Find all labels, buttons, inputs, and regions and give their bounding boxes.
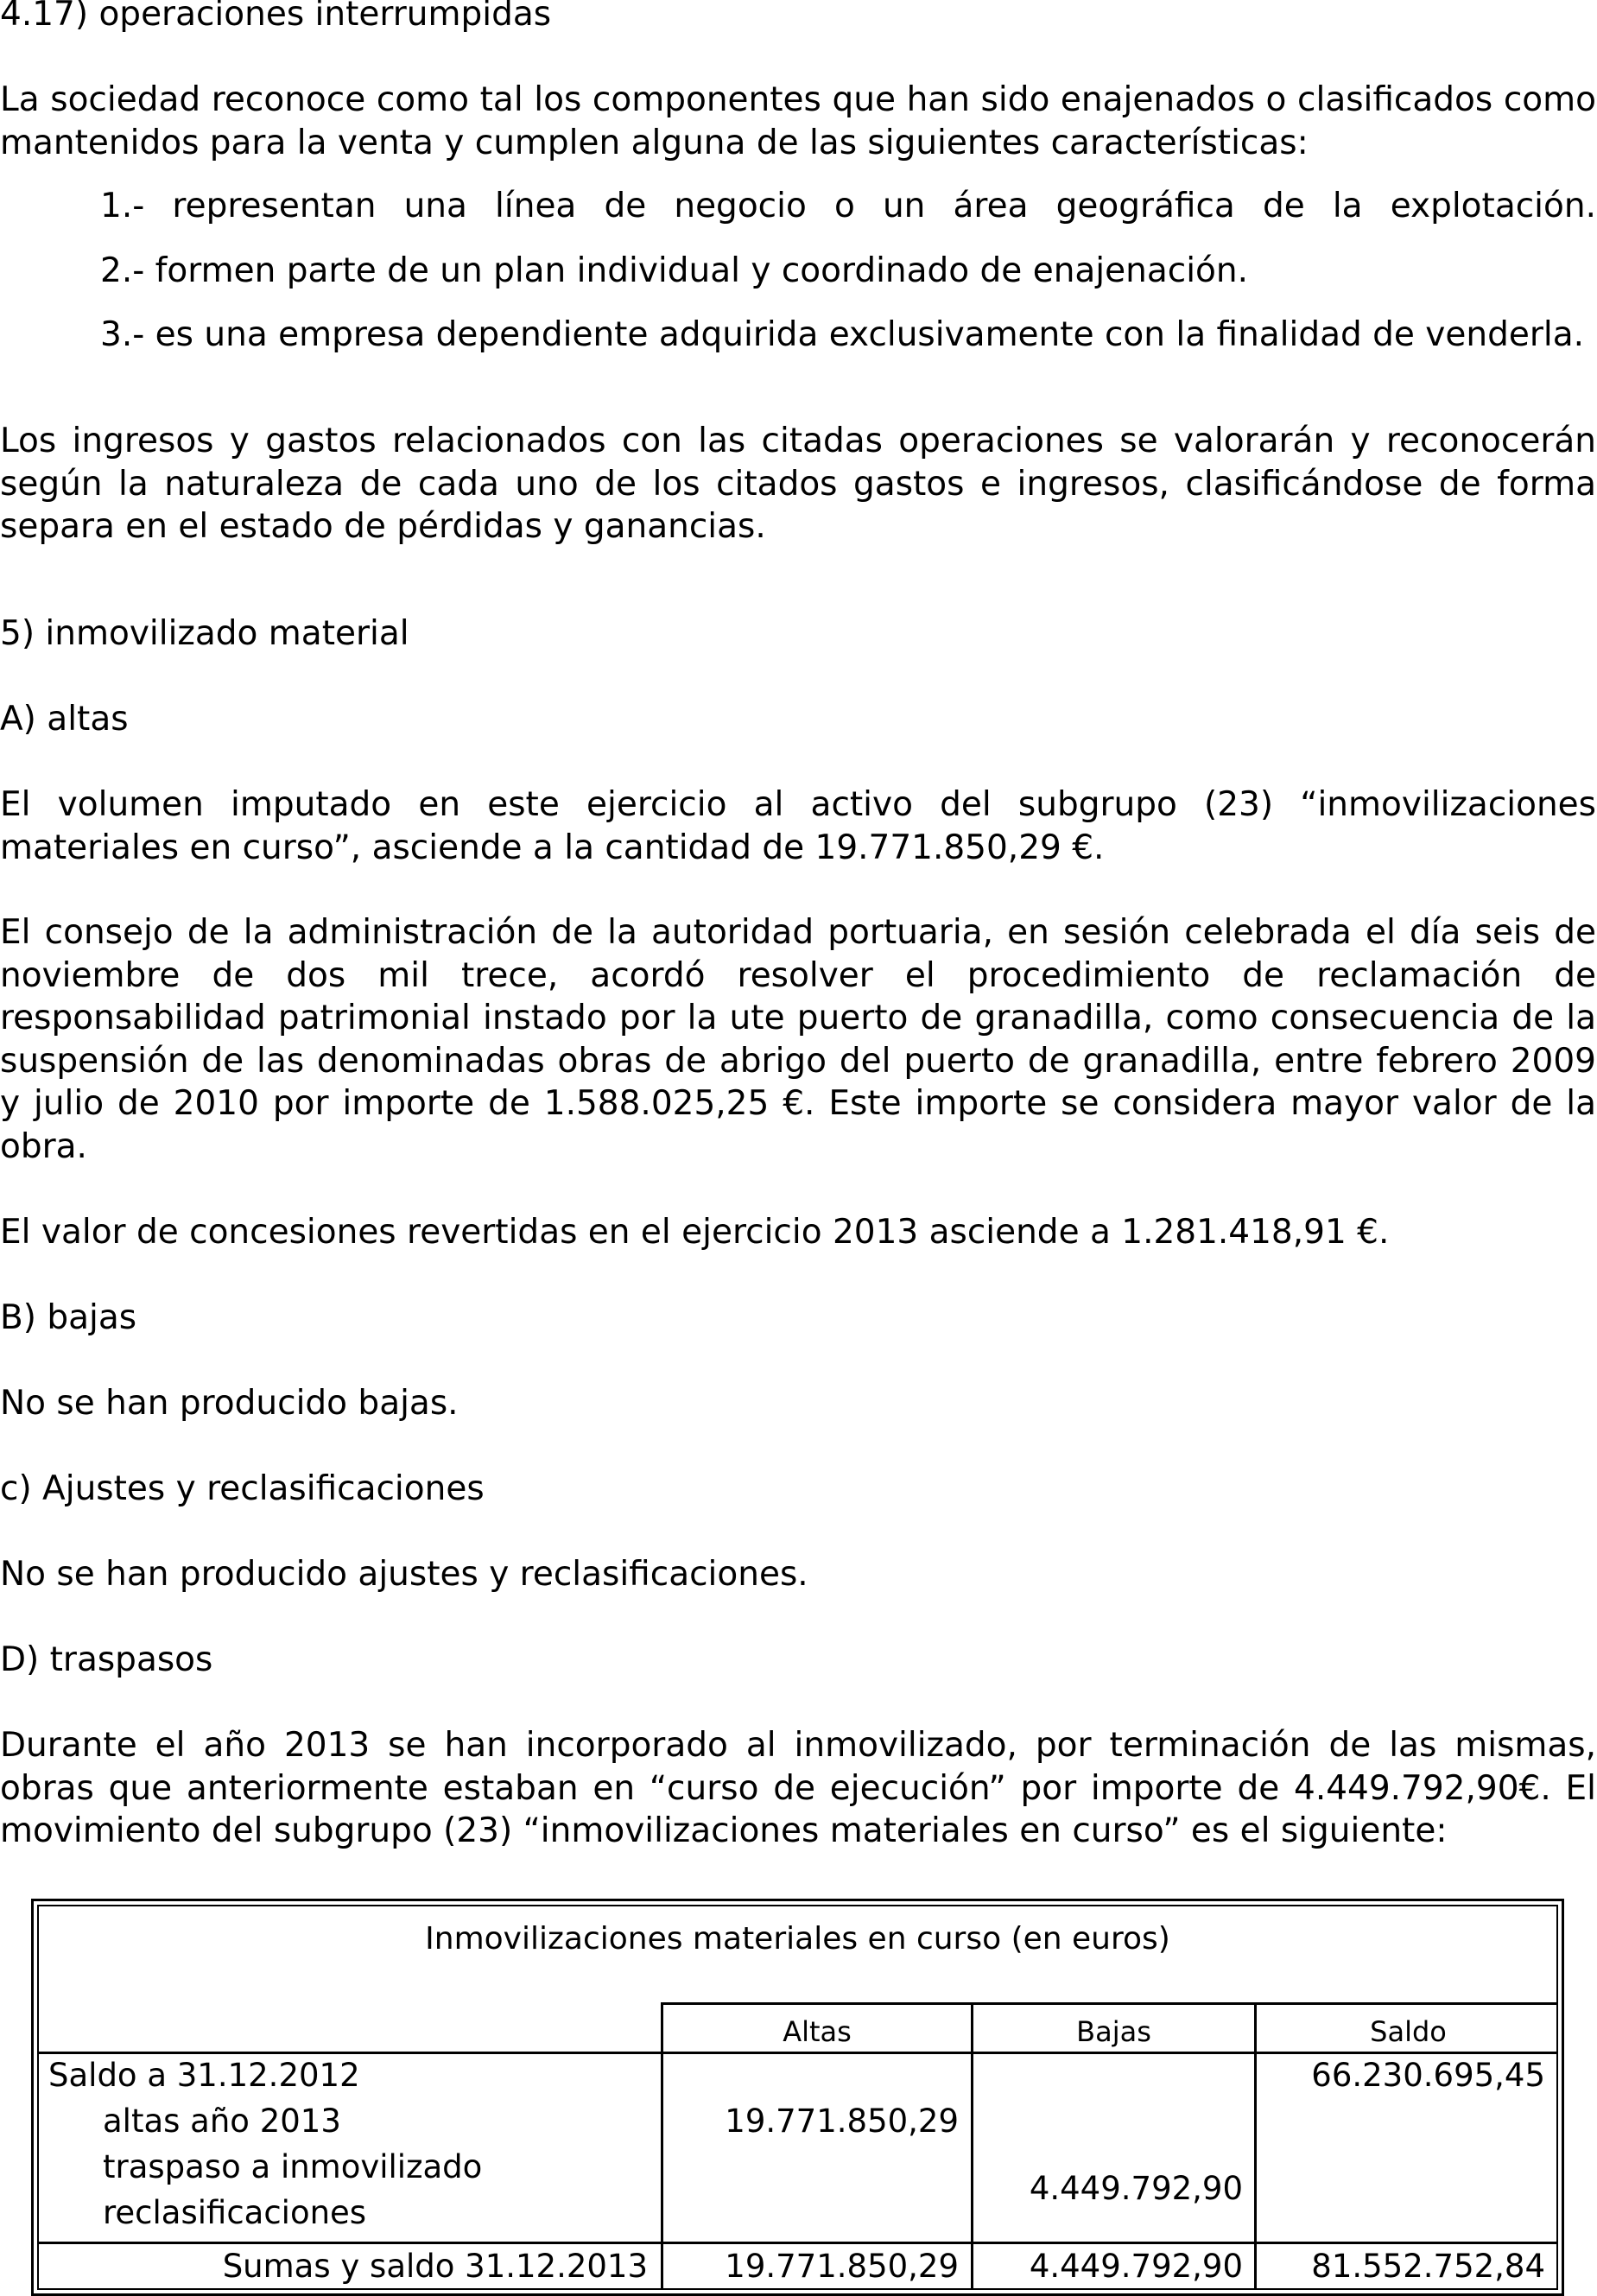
list-item-2: 2.- formen parte de un plan individual y coordinado de enajenación. <box>100 251 1249 290</box>
list-item-3: 3.- es una empresa dependiente adquirida exclusivamente con la finalidad de venderla. <box>100 315 1585 354</box>
cell-saldo-2012: 66.230.695,45 <box>1311 2057 1545 2094</box>
header-bottom-line <box>39 2052 1556 2054</box>
totals-label: Sumas y saldo 31.12.2013 <box>222 2248 648 2285</box>
row-label-traspaso: traspaso a inmovilizado <box>103 2148 483 2185</box>
subheading-traspasos: D) traspasos <box>0 1640 213 1679</box>
inmovilizaciones-table <box>31 1899 1564 2296</box>
bajas-text: No se han producido bajas. <box>0 1384 459 1423</box>
header-top-line <box>661 2002 1556 2005</box>
altas-paragraph-1: El volumen imputado en este ejercicio al activo del subgrupo (23) “inmovilizaciones materiales en curso”, asciende a la cantidad de 19.771.850,29 €. <box>0 785 1596 867</box>
table-title: Inmovilizaciones materiales en curso (en euros) <box>425 1921 1170 1957</box>
totals-altas: 19.771.850,29 <box>725 2248 959 2285</box>
row-label-altas-2013: altas año 2013 <box>103 2103 341 2140</box>
totals-top-line <box>39 2242 1556 2244</box>
cell-traspaso-bajas: 4.449.792,90 <box>1029 2170 1243 2207</box>
altas-paragraph-2: El consejo de la administración de la autoridad portuaria, en sesión celebrada el día seis de noviembre de dos mil trece, acordó resolver el procedimiento de reclamación de responsabilidad patrimonial instado por la ute puerto de granadilla, como consecuencia de la suspensión de las denominadas obras de abrigo del puerto de granadilla, entre febrero 2009 y julio de 2010 por importe de 1.588.025,25 €. Este importe se considera mayor valor de la obra. <box>0 913 1596 1166</box>
intro-paragraph: La sociedad reconoce como tal los componentes que han sido enajenados o clasificados como mantenidos para la venta y cumplen alguna de las siguientes características: <box>0 80 1596 162</box>
totals-bajas: 4.449.792,90 <box>1029 2248 1243 2285</box>
subheading-bajas: B) bajas <box>0 1298 137 1337</box>
list-item-1: 1.- representan una línea de negocio o un área geográfica de la explotación. <box>100 187 1596 225</box>
section-heading-operaciones-interrumpidas: 4.17) operaciones interrumpidas <box>0 0 552 34</box>
altas-paragraph-3: El valor de concesiones revertidas en el ejercicio 2013 asciende a 1.281.418,91 €. <box>0 1213 1390 1252</box>
column-header-altas: Altas <box>783 2015 852 2048</box>
closing-paragraph: Los ingresos y gastos relacionados con las citadas operaciones se valorarán y reconocerán según la naturaleza de cada uno de los citados gastos e ingresos, clasificándose de forma separa en el estado de pérdidas y ganancias. <box>0 422 1596 546</box>
subheading-ajustes: c) Ajustes y reclasificaciones <box>0 1469 485 1508</box>
table-inner-border <box>37 1905 1558 2290</box>
ajustes-text: No se han producido ajustes y reclasificaciones. <box>0 1555 808 1594</box>
traspasos-paragraph: Durante el año 2013 se han incorporado al inmovilizado, por terminación de las mismas, obras que anteriormente estaban en “curso de ejecución” por importe de 4.449.792,90€. El movimiento del subgrupo (23) “inmovilizaciones materiales en curso” es el siguiente: <box>0 1726 1596 1850</box>
row-label-saldo-2012: Saldo a 31.12.2012 <box>48 2057 360 2094</box>
cell-altas-2013: 19.771.850,29 <box>725 2103 959 2140</box>
column-header-saldo: Saldo <box>1370 2015 1447 2048</box>
column-header-bajas: Bajas <box>1076 2015 1151 2048</box>
row-label-reclasificaciones: reclasificaciones <box>103 2194 367 2231</box>
section-heading-inmovilizado-material: 5) inmovilizado material <box>0 614 409 653</box>
subheading-altas: A) altas <box>0 700 129 739</box>
totals-saldo: 81.552.752,84 <box>1311 2248 1545 2285</box>
